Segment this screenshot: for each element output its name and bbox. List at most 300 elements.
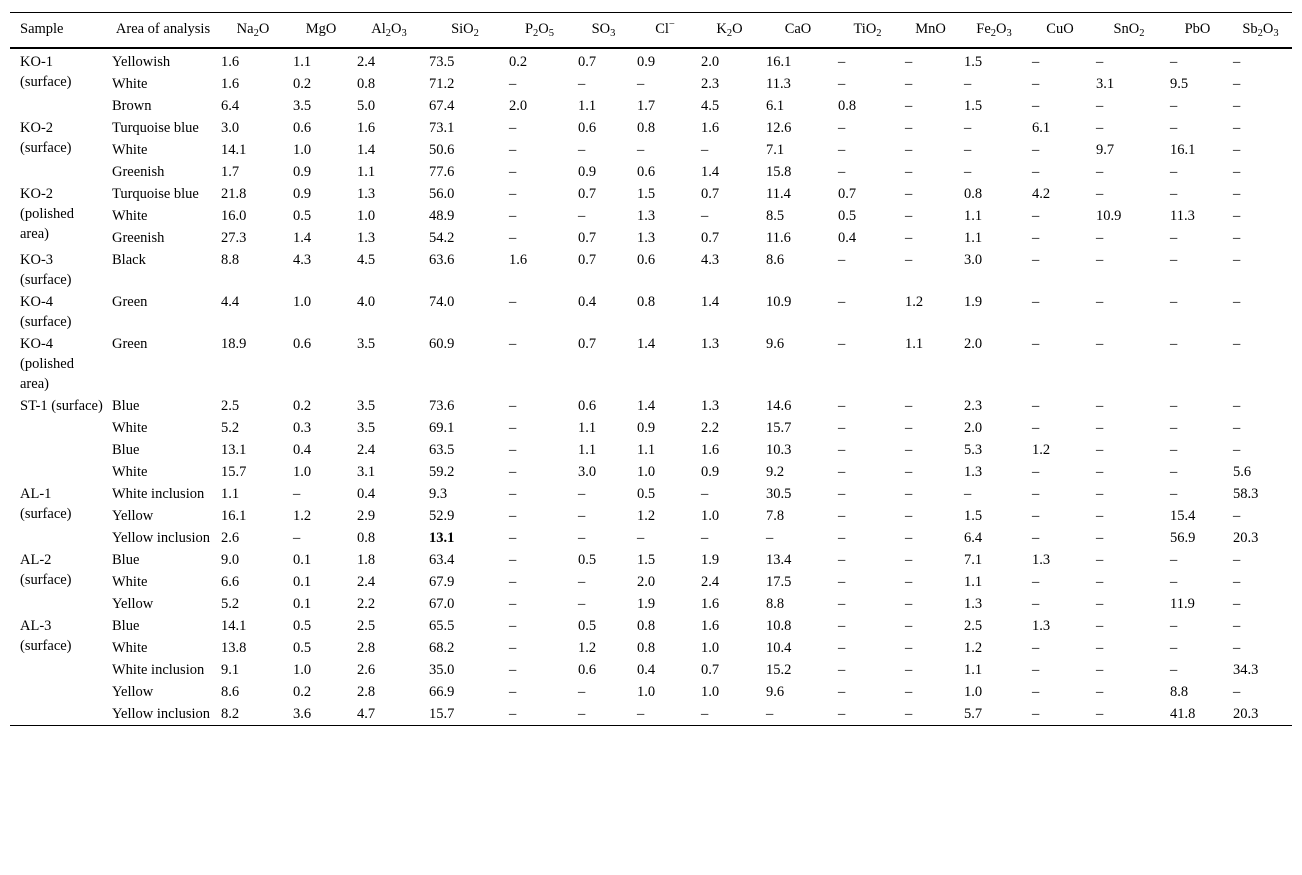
value-cell: – [509,442,517,458]
value-cell: 14.1 [221,618,247,634]
value-cell: 2.4 [357,54,376,70]
value-cell: 8.6 [766,252,785,268]
value-cell: 1.2 [293,508,312,524]
value-cell: 15.4 [1170,508,1196,524]
value-cell: – [838,618,846,634]
value-cell: 59.2 [429,464,455,480]
value-cell: – [1233,398,1241,414]
value-cell: 5.0 [357,98,376,114]
value-cell: 14.6 [766,398,792,414]
value-cell: 2.0 [701,54,720,70]
value-cell: 0.7 [578,54,597,70]
value-cell: 0.7 [578,252,597,268]
area-cell: Yellow [112,684,154,700]
value-cell: – [1032,706,1040,722]
header-main-text: Al [371,21,386,37]
value-cell: 1.3 [1032,552,1051,568]
value-cell: 1.3 [964,596,983,612]
value-cell: 1.5 [637,552,656,568]
table-row [10,439,1292,461]
value-cell: 1.0 [293,464,312,480]
value-cell: 4.5 [701,98,720,114]
value-cell: – [509,684,517,700]
value-cell: – [578,530,586,546]
value-cell: – [509,552,517,568]
value-cell: – [838,684,846,700]
value-cell: 1.1 [221,486,240,502]
header-main-text: CuO [1046,21,1074,37]
value-cell: 9.5 [1170,76,1189,92]
value-cell: 11.6 [766,230,791,246]
value-cell: 8.8 [221,252,240,268]
value-cell: – [1032,640,1040,656]
header-sub-text: 2 [990,28,996,39]
value-cell: 0.2 [293,76,312,92]
table-row [10,95,1292,117]
value-cell: – [1032,684,1040,700]
value-cell: 1.7 [221,164,240,180]
value-cell: 0.1 [293,552,312,568]
header-sup-text: − [668,19,675,30]
header-main-text: P [524,21,534,37]
area-cell: White [112,420,148,436]
value-cell: – [905,164,913,180]
value-cell: 0.8 [637,640,656,656]
area-cell: Green [112,336,148,352]
value-cell: – [1032,662,1040,678]
value-cell: 9.3 [429,486,448,502]
table-row [10,659,1292,681]
sample-cell: AL-2 (surface) [20,552,72,588]
value-cell: – [905,98,913,114]
value-cell: 8.2 [221,706,240,722]
header-oxide [834,13,901,49]
header-main-text: SnO [1113,21,1140,37]
table-row [10,615,1292,637]
value-cell: 4.0 [357,294,376,310]
value-cell: – [1096,618,1104,634]
header-sub2-text: 3 [401,28,407,39]
value-cell: – [1096,574,1104,590]
header-main-text: MgO [305,21,337,37]
value-cell: 0.6 [578,120,597,136]
value-cell: 3.5 [357,398,376,414]
value-cell: 2.5 [357,618,376,634]
value-cell: – [838,508,846,524]
value-cell: – [905,530,913,546]
value-cell: – [509,486,517,502]
table-row [10,593,1292,615]
value-cell: – [1032,208,1040,224]
value-cell: – [1233,618,1241,634]
value-cell: – [905,552,913,568]
header-oxide [217,13,289,49]
table-row [10,527,1292,549]
value-cell: – [1032,486,1040,502]
value-cell: 3.6 [293,706,312,722]
value-cell: – [1032,574,1040,590]
value-cell: 2.0 [964,420,983,436]
value-cell: – [1096,486,1104,502]
value-cell: – [1233,552,1241,568]
value-cell: 0.5 [838,208,857,224]
header-main-text: Area of analysis [115,21,211,37]
header-sub-text: 2 [726,28,733,39]
sample-cell: KO-4 (polished area) [20,336,74,392]
value-cell: 2.0 [509,98,528,114]
value-cell: 0.5 [637,486,656,502]
value-cell: 1.4 [293,230,312,246]
value-cell: – [1233,230,1241,246]
header-oxide [960,13,1028,49]
value-cell: 0.6 [293,336,312,352]
value-cell: 1.1 [637,442,656,458]
value-cell: – [509,530,517,546]
header-tail-text: O [258,21,270,37]
table-header [10,13,1292,49]
value-cell: 15.7 [429,706,455,722]
value-cell: 13.8 [221,640,247,656]
value-cell: – [1032,420,1040,436]
value-cell: 5.7 [964,706,983,722]
value-cell: 1.4 [701,164,720,180]
value-cell: – [509,208,517,224]
value-cell: 67.4 [429,98,455,114]
header-sub2-text: 3 [1006,28,1012,39]
value-cell: – [905,142,913,158]
header-sub-text: 2 [1257,28,1263,39]
value-cell: 2.2 [701,420,720,436]
header-oxide [1229,13,1292,49]
value-cell: 1.3 [1032,618,1051,634]
header-sub-text: 2 [473,28,479,39]
value-cell: – [838,464,846,480]
value-cell: 3.1 [357,464,376,480]
value-cell: – [1032,464,1040,480]
value-cell: 0.5 [578,618,597,634]
value-cell: 0.8 [637,294,656,310]
value-cell: – [1096,252,1104,268]
value-cell: – [905,684,913,700]
area-cell: Yellow [112,596,154,612]
value-cell: 66.9 [429,684,455,700]
value-cell: 1.9 [637,596,656,612]
value-cell: 0.6 [578,662,597,678]
table-row [10,637,1292,659]
header-sub-text: 2 [876,28,882,39]
table-row [10,549,1292,571]
value-cell: 1.4 [357,142,376,158]
area-cell: Brown [112,98,152,114]
value-cell: 63.6 [429,252,455,268]
header-oxide [633,13,697,49]
value-cell: – [905,706,913,722]
sample-cell: KO-2 (surface) [20,120,72,156]
value-cell: – [1032,54,1040,70]
value-cell: – [838,420,846,436]
value-cell: 0.9 [637,420,656,436]
value-cell: 20.3 [1233,706,1259,722]
value-cell: – [1096,464,1104,480]
value-cell: 1.3 [357,186,376,202]
value-cell: – [509,706,517,722]
value-cell: 73.6 [429,398,455,414]
value-cell: 8.8 [1170,684,1189,700]
value-cell: 0.9 [637,54,656,70]
header-oxide [1092,13,1166,49]
header-oxide [1166,13,1229,49]
value-cell: 6.1 [1032,120,1051,136]
table-row [10,227,1292,249]
value-cell: – [838,574,846,590]
value-cell: 1.6 [701,596,720,612]
value-cell: – [509,464,517,480]
header-sub-text: 2 [253,28,259,39]
header-main-text: MnO [915,21,946,37]
value-cell: – [1170,294,1178,310]
value-cell: 0.6 [637,252,656,268]
value-cell: 67.9 [429,574,455,590]
value-cell: 48.9 [429,208,455,224]
value-cell: – [1170,574,1178,590]
value-cell: 2.4 [357,574,376,590]
value-cell: 13.4 [766,552,792,568]
area-cell: White [112,574,148,590]
value-cell: – [637,142,645,158]
table-row [10,395,1292,417]
value-cell: 10.9 [766,294,792,310]
value-cell: 18.9 [221,336,247,352]
value-cell: – [701,486,709,502]
value-cell: – [905,398,913,414]
value-cell: 30.5 [766,486,792,502]
value-cell: 2.0 [964,336,983,352]
value-cell: 0.7 [701,662,720,678]
value-cell: 9.6 [766,684,785,700]
value-cell: 1.1 [578,420,597,436]
header-main-text: TiO [853,21,877,37]
value-cell: 63.4 [429,552,455,568]
header-sub-text: 2 [385,28,391,39]
value-cell: 1.6 [701,442,720,458]
value-cell: 0.1 [293,574,312,590]
value-cell: – [1096,420,1104,436]
value-cell: – [1032,142,1040,158]
value-cell: 63.5 [429,442,455,458]
value-cell: 67.0 [429,596,455,612]
value-cell: 1.0 [357,208,376,224]
value-cell: 16.1 [221,508,247,524]
value-cell: 10.8 [766,618,792,634]
value-cell: 1.6 [221,54,240,70]
value-cell: 0.8 [838,98,857,114]
value-cell: 0.6 [578,398,597,414]
value-cell: 1.0 [637,464,656,480]
area-cell: Yellow inclusion [112,530,211,546]
value-cell: 3.5 [293,98,312,114]
value-cell: 1.2 [905,294,924,310]
value-cell: 69.1 [429,420,455,436]
value-cell: 6.4 [221,98,240,114]
value-cell: 2.8 [357,640,376,656]
table-row [10,461,1292,483]
value-cell: 1.3 [964,464,983,480]
value-cell: 35.0 [429,662,455,678]
value-cell: – [964,76,972,92]
value-cell: – [1170,618,1178,634]
value-cell: – [838,336,846,352]
header-sub-text: 2 [1139,28,1145,39]
value-cell: 1.0 [293,294,312,310]
value-cell: 5.2 [221,420,240,436]
value-cell: 8.6 [221,684,240,700]
value-cell: 0.8 [357,76,376,92]
area-cell: Blue [112,398,140,414]
header-sub2-text: 5 [548,28,555,39]
value-cell: – [509,618,517,634]
value-cell: – [838,120,846,136]
value-cell: – [1096,398,1104,414]
value-cell: – [838,164,846,180]
value-cell: – [701,208,709,224]
value-cell: 0.1 [293,596,312,612]
header-oxide [1028,13,1092,49]
value-cell: 1.9 [964,294,983,310]
value-cell: – [1170,552,1178,568]
value-cell: – [509,76,517,92]
value-cell: – [509,420,517,436]
value-cell: 3.0 [964,252,983,268]
header-main-text: SiO [451,21,474,37]
value-cell: 2.6 [357,662,376,678]
sample-cell: AL-1 (surface) [20,486,72,522]
value-cell: – [1096,230,1104,246]
sample-cell: KO-4 (surface) [20,294,72,330]
value-cell: – [905,574,913,590]
value-cell: – [1233,684,1241,700]
value-cell: 4.7 [357,706,376,722]
value-cell: – [509,596,517,612]
value-cell: 2.3 [964,398,983,414]
value-cell: 2.0 [637,574,656,590]
value-cell: – [1096,186,1104,202]
value-cell: – [509,398,517,414]
table-row [10,161,1292,183]
value-cell: – [1233,336,1241,352]
value-cell: – [1096,530,1104,546]
value-cell: – [838,706,846,722]
value-cell: 2.5 [964,618,983,634]
value-cell: – [1233,120,1241,136]
value-cell: – [1233,574,1241,590]
value-cell: 58.3 [1233,486,1259,502]
value-cell: 0.9 [293,164,312,180]
value-cell: – [509,574,517,590]
area-cell: Greenish [112,164,165,180]
header-tail-text: O [538,21,549,37]
value-cell: 1.2 [578,640,597,656]
table-row [10,417,1292,439]
area-cell: Yellowish [112,54,171,70]
value-cell: – [578,508,586,524]
value-cell: 15.7 [221,464,247,480]
table-row [10,139,1292,161]
value-cell: – [1096,120,1104,136]
area-cell: Yellow inclusion [112,706,211,722]
value-cell: – [1032,164,1040,180]
header-area-of-analysis [109,13,217,49]
value-cell: – [293,486,301,502]
area-cell: White inclusion [112,662,205,678]
value-cell: – [1032,76,1040,92]
value-cell: 20.3 [1233,530,1259,546]
value-cell: 0.5 [293,618,312,634]
value-cell: – [1032,508,1040,524]
value-cell: – [509,336,517,352]
header-main-text: Sb [1242,21,1258,37]
header-oxide [505,13,574,49]
value-cell: 1.1 [357,164,376,180]
value-cell: 5.2 [221,596,240,612]
value-cell: – [1096,442,1104,458]
value-cell: 1.8 [357,552,376,568]
value-cell: 8.5 [766,208,785,224]
value-cell: 1.7 [637,98,656,114]
area-cell: White [112,142,148,158]
value-cell: – [1233,54,1241,70]
value-cell: 68.2 [429,640,455,656]
value-cell: 1.0 [701,640,720,656]
header-oxide [697,13,762,49]
table-row [10,483,1292,505]
sample-cell: ST-1 (surface) [20,398,103,414]
table-row [10,73,1292,95]
area-cell: Blue [112,618,140,634]
header-tail-text: O [996,21,1007,37]
value-cell: 0.9 [578,164,597,180]
value-cell: – [1170,54,1178,70]
value-cell: – [1170,98,1178,114]
value-cell: 2.9 [357,508,376,524]
header-main-text: Cl [655,21,669,37]
value-cell: 8.8 [766,596,785,612]
value-cell: – [1170,186,1178,202]
value-cell: 13.1 [221,442,247,458]
value-cell: – [766,530,774,546]
value-cell: – [1096,54,1104,70]
value-cell: – [1233,442,1241,458]
value-cell: – [578,208,586,224]
header-oxide [425,13,505,49]
value-cell: – [1170,662,1178,678]
table-row [10,505,1292,527]
value-cell: 15.8 [766,164,792,180]
table-row [10,703,1292,726]
value-cell: 56.9 [1170,530,1196,546]
value-cell: – [1233,186,1241,202]
value-cell: – [905,120,913,136]
value-cell: 7.1 [766,142,785,158]
area-cell: White [112,640,148,656]
value-cell: 0.3 [293,420,312,436]
value-cell: 50.6 [429,142,455,158]
value-cell: 54.2 [429,230,455,246]
value-cell: – [1096,508,1104,524]
value-cell: 14.1 [221,142,247,158]
value-cell: – [1096,640,1104,656]
value-cell: – [1032,336,1040,352]
value-cell: – [905,54,913,70]
